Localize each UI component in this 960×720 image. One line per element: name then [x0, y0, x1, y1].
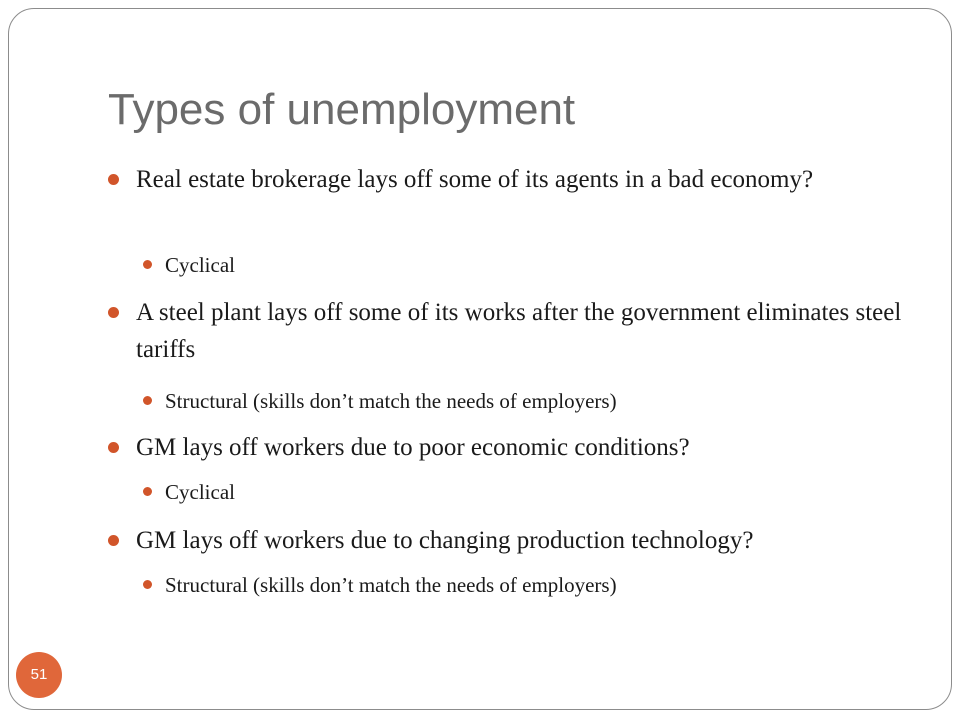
- bullet-item: [136, 429, 906, 466]
- bullet-dot-icon: [143, 580, 152, 589]
- sub-bullet-text: Structural (skills don’t match the needs of employers): [165, 389, 617, 413]
- bullet-item: [136, 522, 906, 559]
- sub-bullet-item: [165, 571, 885, 599]
- bullet-dot-icon: [143, 396, 152, 405]
- bullet-dot-icon: [143, 487, 152, 496]
- bullet-item: [136, 161, 906, 198]
- sub-bullet-text: Structural (skills don’t match the needs of employers): [165, 573, 617, 597]
- page-number-badge: 51: [16, 652, 62, 698]
- bullet-item: [136, 294, 906, 368]
- bullet-dot-icon: [143, 260, 152, 269]
- bullet-text: A steel plant lays off some of its works after the government eliminates steel tariffs: [136, 299, 902, 363]
- bullet-dot-icon: [108, 174, 119, 185]
- bullet-text: GM lays off workers due to changing production technology?: [136, 527, 754, 554]
- bullet-dot-icon: [108, 535, 119, 546]
- bullet-text: Real estate brokerage lays off some of its agents in a bad economy?: [136, 166, 814, 193]
- bullet-dot-icon: [108, 307, 119, 318]
- sub-bullet-item: [165, 251, 885, 279]
- sub-bullet-item: [165, 478, 885, 506]
- sub-bullet-text: Cyclical: [165, 253, 235, 277]
- sub-bullet-text: Cyclical: [165, 480, 235, 504]
- sub-bullet-item: [165, 387, 885, 415]
- bullet-text: GM lays off workers due to poor economic conditions?: [136, 434, 690, 461]
- bullet-dot-icon: [108, 442, 119, 453]
- slide-title: Types of unemployment: [108, 85, 576, 134]
